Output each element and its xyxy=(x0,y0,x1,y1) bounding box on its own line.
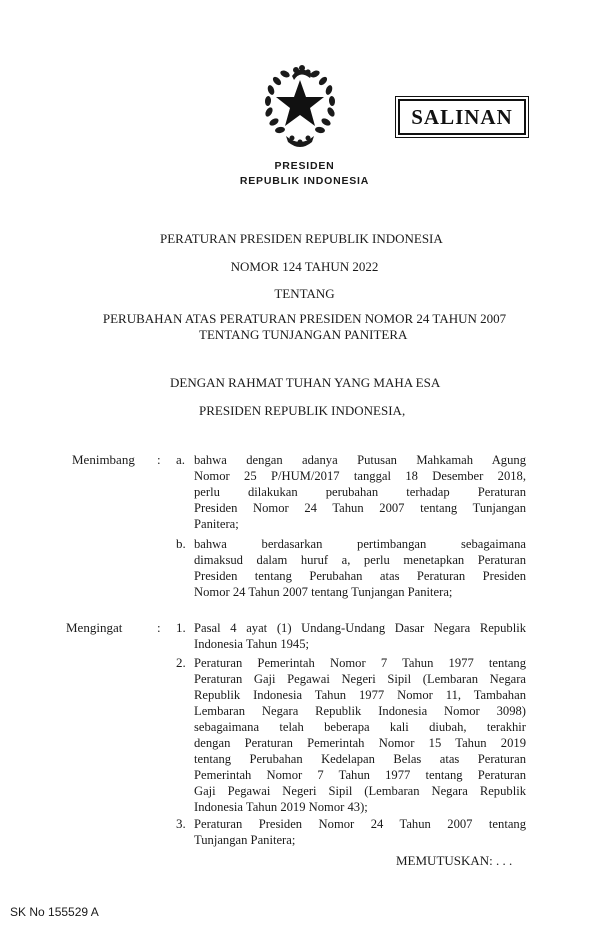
text-line: Republik Indonesia Tahun 1977 Nomor 11, Tambahan xyxy=(194,688,526,702)
regulation-subject-line2: TENTANG TUNJANGAN PANITERA xyxy=(199,327,408,342)
text-line: Gaji Pegawai Negeri Sipil (Lembaran Negara Republik xyxy=(194,784,526,798)
header-republic: REPUBLIK INDONESIA xyxy=(239,175,370,187)
text-line: bahwa berdasarkan pertimbangan sebagaimana xyxy=(194,537,526,551)
header-president: PRESIDEN xyxy=(274,160,335,172)
mengingat-label: Mengingat xyxy=(66,620,123,635)
mengingat-colon: : xyxy=(157,620,161,635)
continuation-cue: MEMUTUSKAN: . . . xyxy=(396,853,513,868)
text-line: Nomor 24 Tahun 2007 tentang Tunjangan Panitera; xyxy=(194,585,453,599)
garuda-emblem-icon xyxy=(252,58,348,154)
regulation-number: NOMOR 124 TAHUN 2022 xyxy=(230,259,379,274)
regulation-subject-line1: PERUBAHAN ATAS PERATURAN PRESIDEN NOMOR 24 TAHUN 2007 xyxy=(102,311,507,326)
mengingat-2-text xyxy=(194,655,526,815)
regulation-title: PERATURAN PRESIDEN REPUBLIK INDONESIA xyxy=(160,231,443,246)
text-line: Pasal 4 ayat (1) Undang-Undang Dasar Negara Republik xyxy=(194,621,526,635)
mengingat-3-text xyxy=(194,816,526,848)
text-line: sebagaimana telah beberapa kali diubah, terakhir xyxy=(194,720,526,734)
text-line: Presiden tentang Perubahan atas Peraturan Presiden xyxy=(194,569,526,583)
text-line: dengan Peraturan Pemerintah Nomor 15 Tahun 2019 xyxy=(194,736,526,750)
text-line: Lembaran Negara Republik Indonesia Nomor 3098) xyxy=(194,704,526,718)
text-line: Indonesia Tahun 2019 Nomor 43); xyxy=(194,800,368,814)
regulation-tentang: TENTANG xyxy=(274,286,335,301)
text-line: Peraturan Pemerintah Nomor 7 Tahun 1977 tentang xyxy=(194,656,526,670)
salinan-stamp xyxy=(398,99,526,135)
text-line: perlu dilakukan perubahan terhadap Peraturan xyxy=(194,485,526,499)
text-line: Pemerintah Nomor 7 Tahun 1977 tentang Peraturan xyxy=(194,768,526,782)
text-line: Nomor 25 P/HUM/2017 tanggal 18 Desember 2018, xyxy=(194,469,526,483)
text-line: dimaksud dalam huruf a, perlu menetapkan Peraturan xyxy=(194,553,526,567)
text-line: tentang Perubahan Kedelapan Belas atas Peraturan xyxy=(194,752,526,766)
mengingat-2-marker: 2. xyxy=(176,655,186,670)
salinan-text: SALINAN xyxy=(411,104,513,129)
menimbang-colon: : xyxy=(157,452,161,467)
menimbang-label: Menimbang xyxy=(72,452,135,467)
menimbang-b-marker: b. xyxy=(176,536,186,551)
mengingat-1-text xyxy=(194,620,526,652)
mengingat-3-marker: 3. xyxy=(176,816,186,831)
preamble-president: PRESIDEN REPUBLIK INDONESIA, xyxy=(199,403,406,418)
menimbang-b-text xyxy=(194,536,526,600)
preamble-god: DENGAN RAHMAT TUHAN YANG MAHA ESA xyxy=(170,375,441,390)
mengingat-1-marker: 1. xyxy=(176,620,186,635)
text-line: Peraturan Presiden Nomor 24 Tahun 2007 tentang xyxy=(194,817,526,831)
text-line: Presiden Nomor 24 Tahun 2007 tentang Tunjangan xyxy=(194,501,526,515)
document-serial: SK No 155529 A xyxy=(10,905,99,919)
text-line: bahwa dengan adanya Putusan Mahkamah Agung xyxy=(194,453,526,467)
text-line: Tunjangan Panitera; xyxy=(194,833,296,847)
text-line: Panitera; xyxy=(194,517,239,531)
menimbang-a-marker: a. xyxy=(176,452,186,467)
text-line: Peraturan Gaji Pegawai Negeri Sipil (Lembaran Negara xyxy=(194,672,526,686)
text-line: Indonesia Tahun 1945; xyxy=(194,637,310,651)
menimbang-a-text xyxy=(194,452,526,532)
